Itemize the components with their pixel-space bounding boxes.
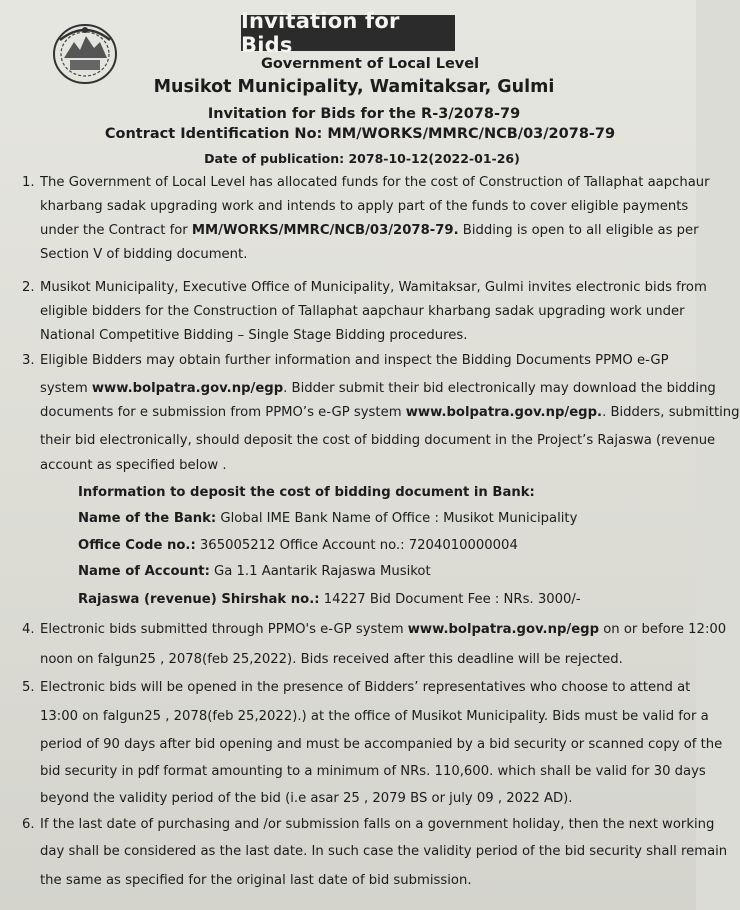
paragraph-line	[22, 277, 707, 299]
bank-info-heading: Information to deposit the cost of bidding document in Bank:	[78, 485, 535, 500]
municipality-heading: Musikot Municipality, Wamitaksar, Gulmi	[153, 77, 555, 97]
notice-title: Invitation for Bids	[241, 15, 455, 51]
paragraph-line	[22, 619, 726, 641]
paragraph-line: 13:00 on falgun25 , 2078(feb 25,2022).) at the office of Musikot Municipality. Bids must be valid for a	[40, 709, 709, 724]
bank-name-row	[78, 511, 577, 526]
paragraph-number: 6.	[22, 817, 35, 832]
account-name-value: Ga 1.1 Aantarik Rajaswa Musikot	[209, 564, 431, 579]
paragraph-line	[40, 220, 699, 242]
paragraph-text: If the last date of purchasing and /or submission falls on a government holiday, then the next working	[40, 817, 715, 832]
paragraph-text: under the Contract for	[40, 223, 192, 238]
paragraph-line	[22, 172, 710, 194]
paragraph-text: Musikot Municipality, Executive Office of Municipality, Wamitaksar, Gulmi invites electronic bids from	[40, 280, 707, 295]
paragraph-line: eligible bidders for the Construction of Tallaphat aapchaur kharbang sadak upgrading work under	[40, 304, 685, 319]
paragraph-text: documents for e submission from PPMO’s e-GP system	[40, 405, 406, 420]
paragraph-text: system	[40, 381, 92, 396]
paragraph-text: on or before 12:00	[599, 622, 727, 637]
bank-name-value: Global IME Bank Name of Office : Musikot Municipality	[216, 511, 578, 526]
paragraph-line	[40, 378, 716, 400]
invitation-subheading: Invitation for Bids for the R-3/2078-79	[207, 106, 521, 122]
office-code-value: 365005212 Office Account no.: 7204010000004	[195, 538, 518, 553]
paragraph-number: 2.	[22, 280, 35, 295]
paragraph-line	[22, 814, 714, 836]
rajaswa-value: 14227 Bid Document Fee : NRs. 3000/-	[319, 592, 581, 607]
paragraph-number: 3.	[22, 353, 35, 368]
account-name-row	[78, 564, 431, 579]
office-code-label: Office Code no.:	[78, 538, 196, 553]
paragraph-line: day shall be considered as the last date. In such case the validity period of the bid security shall remain	[40, 844, 728, 859]
paragraph-line: period of 90 days after bid opening and must be accompanied by a bid security or scanned copy of the	[40, 737, 723, 752]
paragraph-line: Section V of bidding document.	[40, 247, 248, 262]
rajaswa-label: Rajaswa (revenue) Shirshak no.:	[78, 592, 320, 607]
contract-number-bold: MM/WORKS/MMRC/NCB/03/2078-79.	[191, 223, 459, 238]
rajaswa-row	[78, 592, 581, 607]
paragraph-line	[22, 350, 669, 372]
egp-url-bold: www.bolpatra.gov.np/egp	[91, 381, 284, 396]
contract-identification: Contract Identification No: MM/WORKS/MMRC/NCB/03/2078-79	[104, 126, 616, 142]
paragraph-text: . Bidder submit their bid electronically may download the bidding	[283, 381, 716, 396]
paragraph-line: noon on falgun25 , 2078(feb 25,2022). Bids received after this deadline will be rejected.	[40, 652, 623, 667]
paragraph-text: Eligible Bidders may obtain further information and inspect the Bidding Documents PPMO e-GP	[40, 353, 669, 368]
paragraph-line	[22, 677, 690, 699]
account-name-label: Name of Account:	[78, 564, 210, 579]
paragraph-line: beyond the validity period of the bid (i.e asar 25 , 2079 BS or july 09 , 2022 AD).	[40, 791, 573, 806]
paragraph-line: account as specified below .	[40, 458, 227, 473]
bank-name-label: Name of the Bank:	[78, 511, 217, 526]
paragraph-text: Bidding is open to all eligible as per	[458, 223, 699, 238]
paragraph-text: Electronic bids submitted through PPMO's e-GP system	[40, 622, 408, 637]
office-code-row	[78, 538, 518, 553]
paragraph-text: . Bidders, submitting	[602, 405, 740, 420]
egp-url-bold: www.bolpatra.gov.np/egp	[407, 622, 600, 637]
paragraph-number: 1.	[22, 175, 35, 190]
paragraph-line: National Competitive Bidding – Single Stage Bidding procedures.	[40, 328, 468, 343]
paragraph-line	[40, 402, 740, 424]
paragraph-line: bid security in pdf format amounting to a minimum of NRs. 110,600. which shall be valid for 30 days	[40, 764, 706, 779]
paragraph-text: Electronic bids will be opened in the presence of Bidders’ representatives who choose to attend at	[40, 680, 691, 695]
paragraph-number: 4.	[22, 622, 35, 637]
egp-url-bold: www.bolpatra.gov.np/egp.	[405, 405, 603, 420]
publication-date: Date of publication: 2078-10-12(2022-01-26)	[204, 151, 520, 166]
paragraph-line: the same as specified for the original last date of bid submission.	[40, 873, 472, 888]
paragraph-line: their bid electronically, should deposit the cost of bidding document in the Project’s Rajaswa (revenue	[40, 433, 716, 448]
paragraph-number: 5.	[22, 680, 35, 695]
paragraph-text: The Government of Local Level has allocated funds for the cost of Construction of Tallaphat aapchaur	[40, 175, 710, 190]
government-level-heading: Government of Local Level	[260, 56, 480, 72]
paragraph-line: kharbang sadak upgrading work and intends to apply part of the funds to cover eligible payments	[40, 199, 689, 214]
